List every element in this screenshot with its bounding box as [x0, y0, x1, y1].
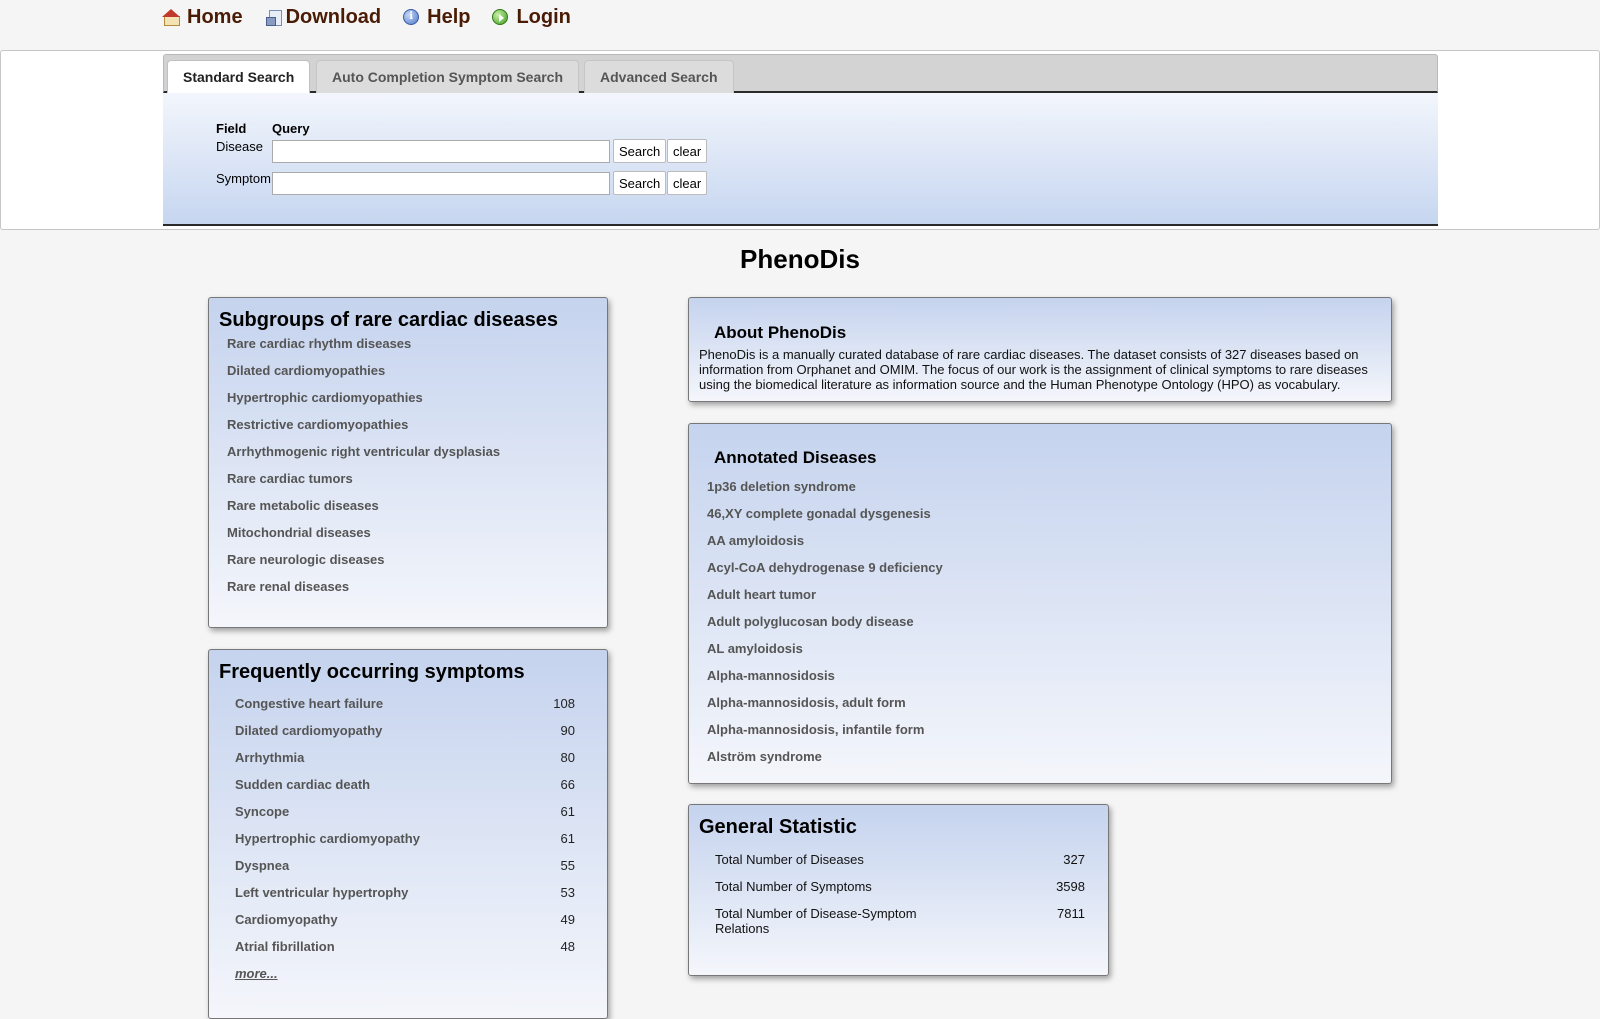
- tab-standard-search[interactable]: Standard Search: [167, 60, 310, 95]
- symptom-row[interactable]: [235, 885, 575, 900]
- symptom-count: 66: [560, 777, 575, 792]
- top-nav: [163, 4, 593, 30]
- symptom-count: 49: [560, 912, 575, 927]
- subgroup-link[interactable]: Mitochondrial diseases: [227, 525, 371, 540]
- subgroup-link[interactable]: Rare cardiac rhythm diseases: [227, 336, 412, 351]
- symptom-count: 61: [560, 804, 575, 819]
- annotated-diseases-title: Annotated Diseases: [714, 448, 877, 467]
- nav-login-link[interactable]: [492, 6, 570, 29]
- stat-label: Total Number of Diseases: [715, 852, 864, 867]
- general-statistic-panel: [688, 804, 1109, 976]
- symptom-field-label: Symptom: [216, 171, 271, 186]
- nav-download-link[interactable]: [266, 6, 382, 29]
- tab-bar: [163, 54, 1438, 93]
- nav-login-label: Login: [516, 5, 571, 28]
- subgroup-link[interactable]: Rare cardiac tumors: [227, 471, 353, 486]
- symptom-name[interactable]: Cardiomyopathy: [235, 912, 338, 927]
- subgroup-link[interactable]: Restrictive cardiomyopathies: [227, 417, 409, 432]
- symptom-name[interactable]: Congestive heart failure: [235, 696, 384, 711]
- field-header: Field: [216, 121, 247, 136]
- symptom-name[interactable]: Hypertrophic cardiomyopathy: [235, 831, 420, 846]
- nav-home-label: Home: [187, 5, 243, 28]
- stat-label: Total Number of Symptoms: [715, 879, 872, 894]
- standard-search-panel: [163, 93, 1438, 226]
- symptom-search-button[interactable]: Search: [613, 171, 666, 195]
- disease-search-button[interactable]: Search: [613, 139, 666, 163]
- subgroup-link[interactable]: Rare neurologic diseases: [227, 552, 385, 567]
- nav-help-label: Help: [427, 5, 471, 28]
- query-header: Query: [272, 121, 310, 136]
- subgroup-link[interactable]: Rare metabolic diseases: [227, 498, 379, 513]
- symptom-count: 48: [560, 939, 575, 954]
- symptom-row[interactable]: [235, 696, 575, 711]
- tab-auto-completion-search[interactable]: Auto Completion Symptom Search: [316, 60, 579, 93]
- subgroup-link[interactable]: Rare renal diseases: [227, 579, 350, 594]
- subgroup-link[interactable]: Hypertrophic cardiomyopathies: [227, 390, 423, 405]
- symptom-count: 90: [560, 723, 575, 738]
- disease-link[interactable]: Alpha-mannosidosis, adult form: [707, 695, 906, 710]
- info-icon: i: [403, 9, 419, 25]
- symptoms-title: Frequently occurring symptoms: [219, 661, 525, 683]
- stat-value: 327: [1063, 852, 1085, 867]
- stat-row: [715, 852, 1085, 867]
- more-symptoms-link[interactable]: more...: [235, 966, 278, 981]
- symptom-count: 108: [553, 696, 575, 711]
- symptom-clear-button[interactable]: clear: [667, 171, 707, 195]
- stat-value: 7811: [1057, 906, 1085, 921]
- disease-clear-button[interactable]: clear: [667, 139, 707, 163]
- symptom-name[interactable]: Sudden cardiac death: [235, 777, 371, 792]
- stat-row: [715, 879, 1085, 894]
- symptom-row[interactable]: [235, 804, 575, 819]
- disease-link[interactable]: AA amyloidosis: [707, 533, 805, 548]
- symptom-count: 53: [560, 885, 575, 900]
- symptom-count: 80: [560, 750, 575, 765]
- symptom-row[interactable]: [235, 912, 575, 927]
- search-tabs: [163, 54, 1438, 226]
- subgroups-panel: [208, 297, 608, 628]
- login-icon: [492, 9, 508, 25]
- subgroup-link[interactable]: Dilated cardiomyopathies: [227, 363, 386, 378]
- symptom-row[interactable]: [235, 723, 575, 738]
- disease-link[interactable]: Alström syndrome: [707, 749, 822, 764]
- symptom-name[interactable]: Arrhythmia: [235, 750, 305, 765]
- symptom-name[interactable]: Syncope: [235, 804, 290, 819]
- download-icon: [266, 9, 282, 25]
- symptom-count: 61: [560, 831, 575, 846]
- subgroups-title: Subgroups of rare cardiac diseases: [219, 309, 559, 331]
- disease-link[interactable]: Adult heart tumor: [707, 587, 817, 602]
- symptoms-panel: [208, 649, 608, 1019]
- stat-row: [715, 906, 1085, 936]
- tab-advanced-search[interactable]: Advanced Search: [584, 60, 734, 93]
- disease-query-input[interactable]: [272, 140, 610, 163]
- home-icon: [163, 9, 179, 25]
- symptom-row[interactable]: [235, 858, 575, 873]
- symptom-name[interactable]: Left ventricular hypertrophy: [235, 885, 409, 900]
- stat-value: 3598: [1056, 879, 1085, 894]
- disease-link[interactable]: 46,XY complete gonadal dysgenesis: [707, 506, 931, 521]
- disease-link[interactable]: 1p36 deletion syndrome: [707, 479, 856, 494]
- symptom-row[interactable]: [235, 831, 575, 846]
- stat-label: Total Number of Disease-Symptom Relations: [715, 906, 917, 936]
- nav-help-link[interactable]: [403, 6, 470, 29]
- nav-download-label: Download: [285, 5, 382, 28]
- nav-home-link[interactable]: [163, 6, 243, 29]
- symptom-name[interactable]: Atrial fibrillation: [235, 939, 335, 954]
- disease-field-label: Disease: [216, 139, 263, 154]
- symptom-name[interactable]: Dilated cardiomyopathy: [235, 723, 383, 738]
- subgroup-link[interactable]: Arrhythmogenic right ventricular dysplasias: [227, 444, 501, 459]
- symptom-name[interactable]: Dyspnea: [235, 858, 290, 873]
- disease-link[interactable]: Alpha-mannosidosis, infantile form: [707, 722, 925, 737]
- symptom-row[interactable]: [235, 939, 575, 954]
- about-panel: [688, 297, 1392, 402]
- symptom-row[interactable]: [235, 777, 575, 792]
- disease-link[interactable]: AL amyloidosis: [707, 641, 803, 656]
- annotated-diseases-panel: [688, 423, 1392, 784]
- about-text: PhenoDis is a manually curated database of rare cardiac diseases. The dataset consists of 327 diseases based on information from Orphanet and OMIM. The focus of our work is the assignment of clinical symptoms to rare diseases using the biomedical literature as information source and the Human Phenotype Ontology (HPO) as vocabulary.: [699, 347, 1368, 392]
- symptom-row[interactable]: [235, 750, 575, 765]
- about-title: About PhenoDis: [714, 323, 847, 342]
- disease-link[interactable]: Adult polyglucosan body disease: [707, 614, 914, 629]
- disease-link[interactable]: Alpha-mannosidosis: [707, 668, 835, 683]
- symptom-query-input[interactable]: [272, 172, 610, 195]
- disease-link[interactable]: Acyl-CoA dehydrogenase 9 deficiency: [707, 560, 943, 575]
- symptom-count: 55: [560, 858, 575, 873]
- page-title: PhenoDis: [740, 244, 860, 274]
- statistic-title: General Statistic: [699, 816, 857, 838]
